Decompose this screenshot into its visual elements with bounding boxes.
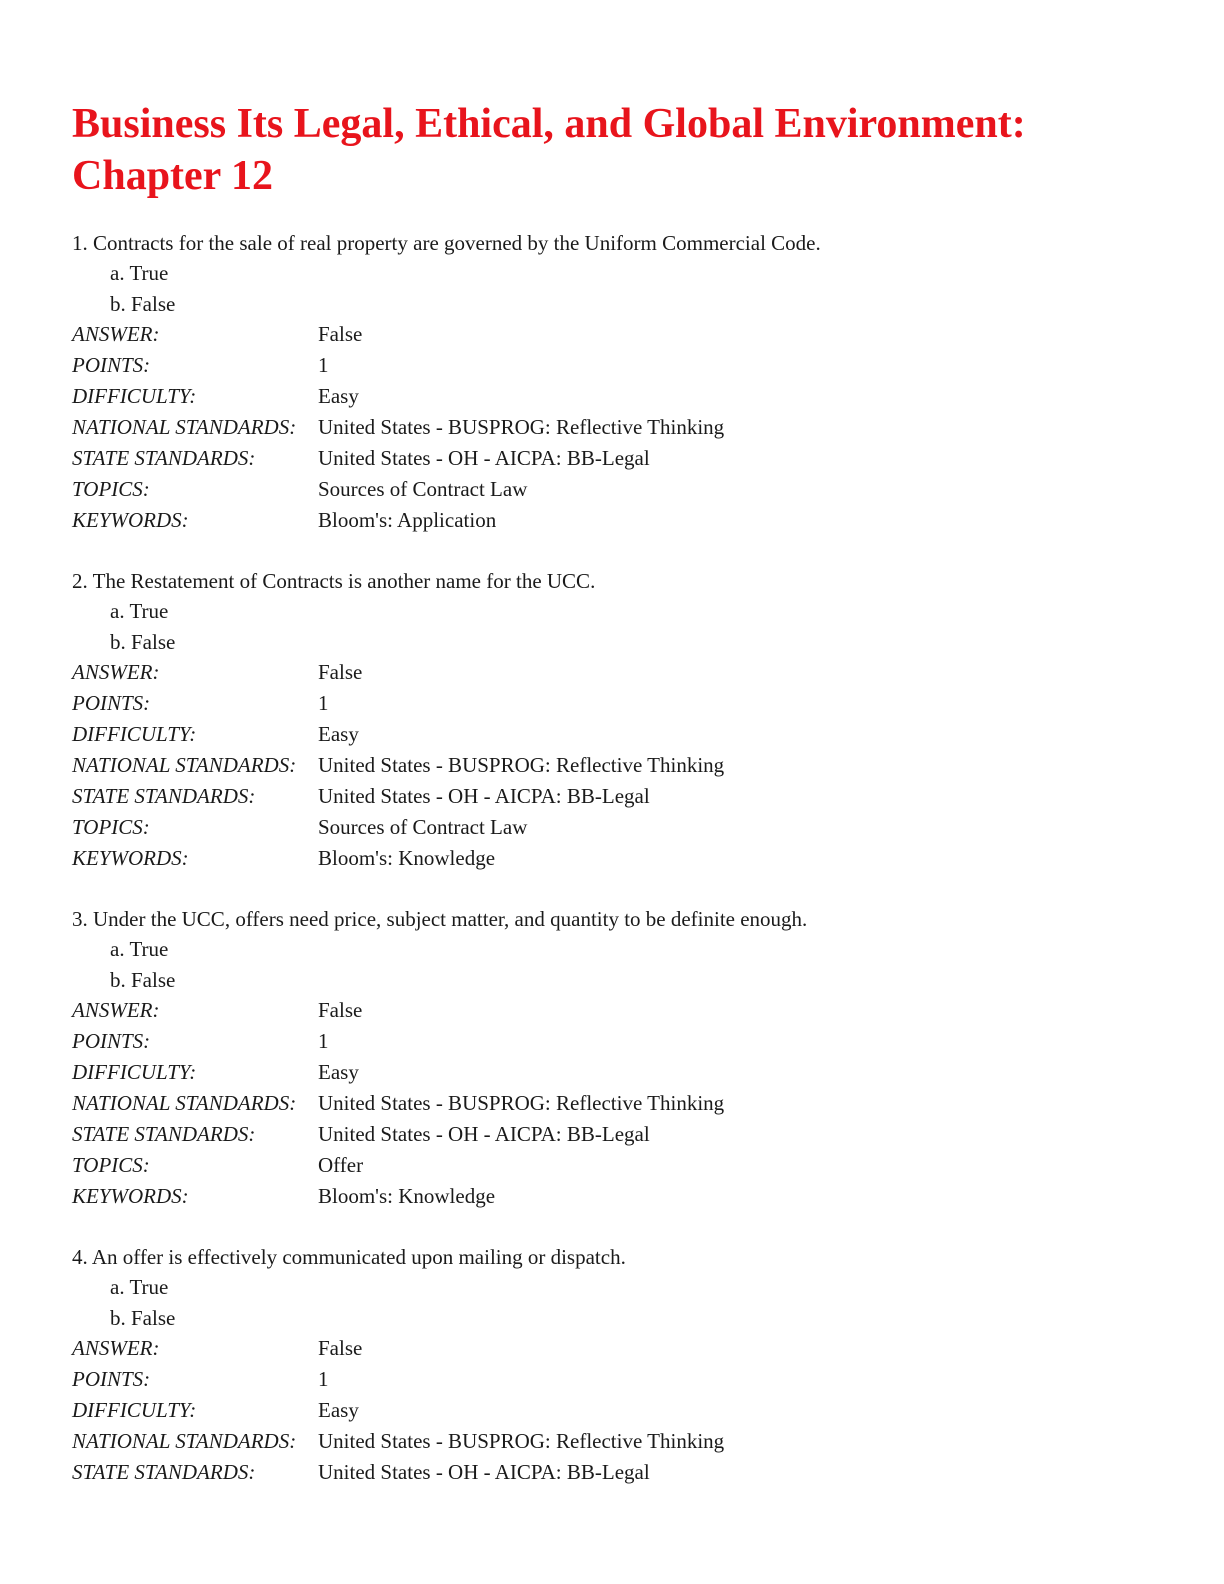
answer-options	[110, 596, 1152, 657]
points-row	[72, 1026, 1152, 1057]
points-label: POINTS:	[72, 691, 151, 715]
question-text: 2. The Restatement of Contracts is another name for the UCC.	[72, 569, 596, 593]
answer-label: ANSWER:	[72, 322, 160, 346]
document-title: Business Its Legal, Ethical, and Global Environment: Chapter 12	[72, 101, 1026, 199]
option-b: b. False	[110, 1305, 176, 1330]
option-a: a. True	[110, 937, 169, 961]
difficulty-row	[72, 1057, 1152, 1088]
difficulty-value: Easy	[318, 1398, 359, 1422]
points-value: 1	[318, 353, 329, 377]
topics-value: Offer	[318, 1153, 364, 1177]
state-standards-value: United States - OH - AICPA: BB-Legal	[318, 784, 650, 808]
topics-value: Sources of Contract Law	[318, 477, 528, 501]
option-b: b. False	[110, 291, 176, 316]
option-b: b. False	[110, 967, 176, 992]
topics-row	[72, 1150, 1152, 1181]
keywords-value: Bloom's: Knowledge	[318, 846, 496, 870]
national-standards-value: United States - BUSPROG: Reflective Thinking	[318, 1429, 725, 1453]
keywords-row	[72, 505, 1152, 536]
question-text: 3. Under the UCC, offers need price, subject matter, and quantity to be definite enough.	[72, 907, 808, 931]
points-label: POINTS:	[72, 1367, 151, 1391]
points-label: POINTS:	[72, 1029, 151, 1053]
state-standards-label: STATE STANDARDS:	[72, 446, 256, 470]
national-standards-label: NATIONAL STANDARDS:	[72, 1091, 297, 1115]
state-standards-row	[72, 1119, 1152, 1150]
state-standards-label: STATE STANDARDS:	[72, 1122, 256, 1146]
answer-value: False	[318, 998, 363, 1022]
question-text: 4. An offer is effectively communicated upon mailing or dispatch.	[72, 1245, 626, 1269]
keywords-value: Bloom's: Knowledge	[318, 1184, 496, 1208]
topics-row	[72, 474, 1152, 505]
question-3	[72, 904, 1152, 1212]
points-row	[72, 1364, 1152, 1395]
answer-row	[72, 657, 1152, 688]
option-a: a. True	[110, 1275, 169, 1299]
answer-options	[110, 1272, 1152, 1333]
difficulty-value: Easy	[318, 384, 359, 408]
option-a: a. True	[110, 261, 169, 285]
answer-label: ANSWER:	[72, 1336, 160, 1360]
national-standards-row	[72, 412, 1152, 443]
difficulty-row	[72, 719, 1152, 750]
difficulty-value: Easy	[318, 1060, 359, 1084]
answer-row	[72, 1333, 1152, 1364]
national-standards-row	[72, 1088, 1152, 1119]
points-value: 1	[318, 1367, 329, 1391]
national-standards-value: United States - BUSPROG: Reflective Thinking	[318, 753, 725, 777]
points-row	[72, 688, 1152, 719]
difficulty-label: DIFFICULTY:	[72, 722, 197, 746]
topics-row	[72, 812, 1152, 843]
keywords-label: KEYWORDS:	[72, 846, 189, 870]
state-standards-row	[72, 1457, 1152, 1488]
question-text: 1. Contracts for the sale of real property are governed by the Uniform Commercial Code.	[72, 231, 821, 255]
answer-options	[110, 934, 1152, 995]
difficulty-label: DIFFICULTY:	[72, 1398, 197, 1422]
topics-label: TOPICS:	[72, 815, 150, 839]
answer-value: False	[318, 660, 363, 684]
difficulty-row	[72, 381, 1152, 412]
answer-value: False	[318, 322, 363, 346]
topics-label: TOPICS:	[72, 1153, 150, 1177]
topics-label: TOPICS:	[72, 477, 150, 501]
points-value: 1	[318, 691, 329, 715]
points-value: 1	[318, 1029, 329, 1053]
answer-label: ANSWER:	[72, 998, 160, 1022]
keywords-row	[72, 1181, 1152, 1212]
national-standards-label: NATIONAL STANDARDS:	[72, 753, 297, 777]
state-standards-label: STATE STANDARDS:	[72, 784, 256, 808]
topics-value: Sources of Contract Law	[318, 815, 528, 839]
points-label: POINTS:	[72, 353, 151, 377]
keywords-row	[72, 843, 1152, 874]
national-standards-row	[72, 1426, 1152, 1457]
difficulty-value: Easy	[318, 722, 359, 746]
answer-options	[110, 258, 1152, 319]
national-standards-value: United States - BUSPROG: Reflective Thinking	[318, 1091, 725, 1115]
option-a: a. True	[110, 599, 169, 623]
state-standards-value: United States - OH - AICPA: BB-Legal	[318, 1122, 650, 1146]
national-standards-row	[72, 750, 1152, 781]
question-4	[72, 1242, 1152, 1488]
points-row	[72, 350, 1152, 381]
keywords-label: KEYWORDS:	[72, 1184, 189, 1208]
answer-row	[72, 319, 1152, 350]
state-standards-value: United States - OH - AICPA: BB-Legal	[318, 1460, 650, 1484]
question-1	[72, 228, 1152, 536]
difficulty-label: DIFFICULTY:	[72, 1060, 197, 1084]
state-standards-label: STATE STANDARDS:	[72, 1460, 256, 1484]
state-standards-value: United States - OH - AICPA: BB-Legal	[318, 446, 650, 470]
answer-label: ANSWER:	[72, 660, 160, 684]
keywords-label: KEYWORDS:	[72, 508, 189, 532]
answer-value: False	[318, 1336, 363, 1360]
option-b: b. False	[110, 629, 176, 654]
state-standards-row	[72, 781, 1152, 812]
keywords-value: Bloom's: Application	[318, 508, 497, 532]
national-standards-label: NATIONAL STANDARDS:	[72, 415, 297, 439]
national-standards-label: NATIONAL STANDARDS:	[72, 1429, 297, 1453]
state-standards-row	[72, 443, 1152, 474]
answer-row	[72, 995, 1152, 1026]
question-2	[72, 566, 1152, 874]
difficulty-label: DIFFICULTY:	[72, 384, 197, 408]
document-page	[72, 98, 1152, 1518]
difficulty-row	[72, 1395, 1152, 1426]
national-standards-value: United States - BUSPROG: Reflective Thinking	[318, 415, 725, 439]
